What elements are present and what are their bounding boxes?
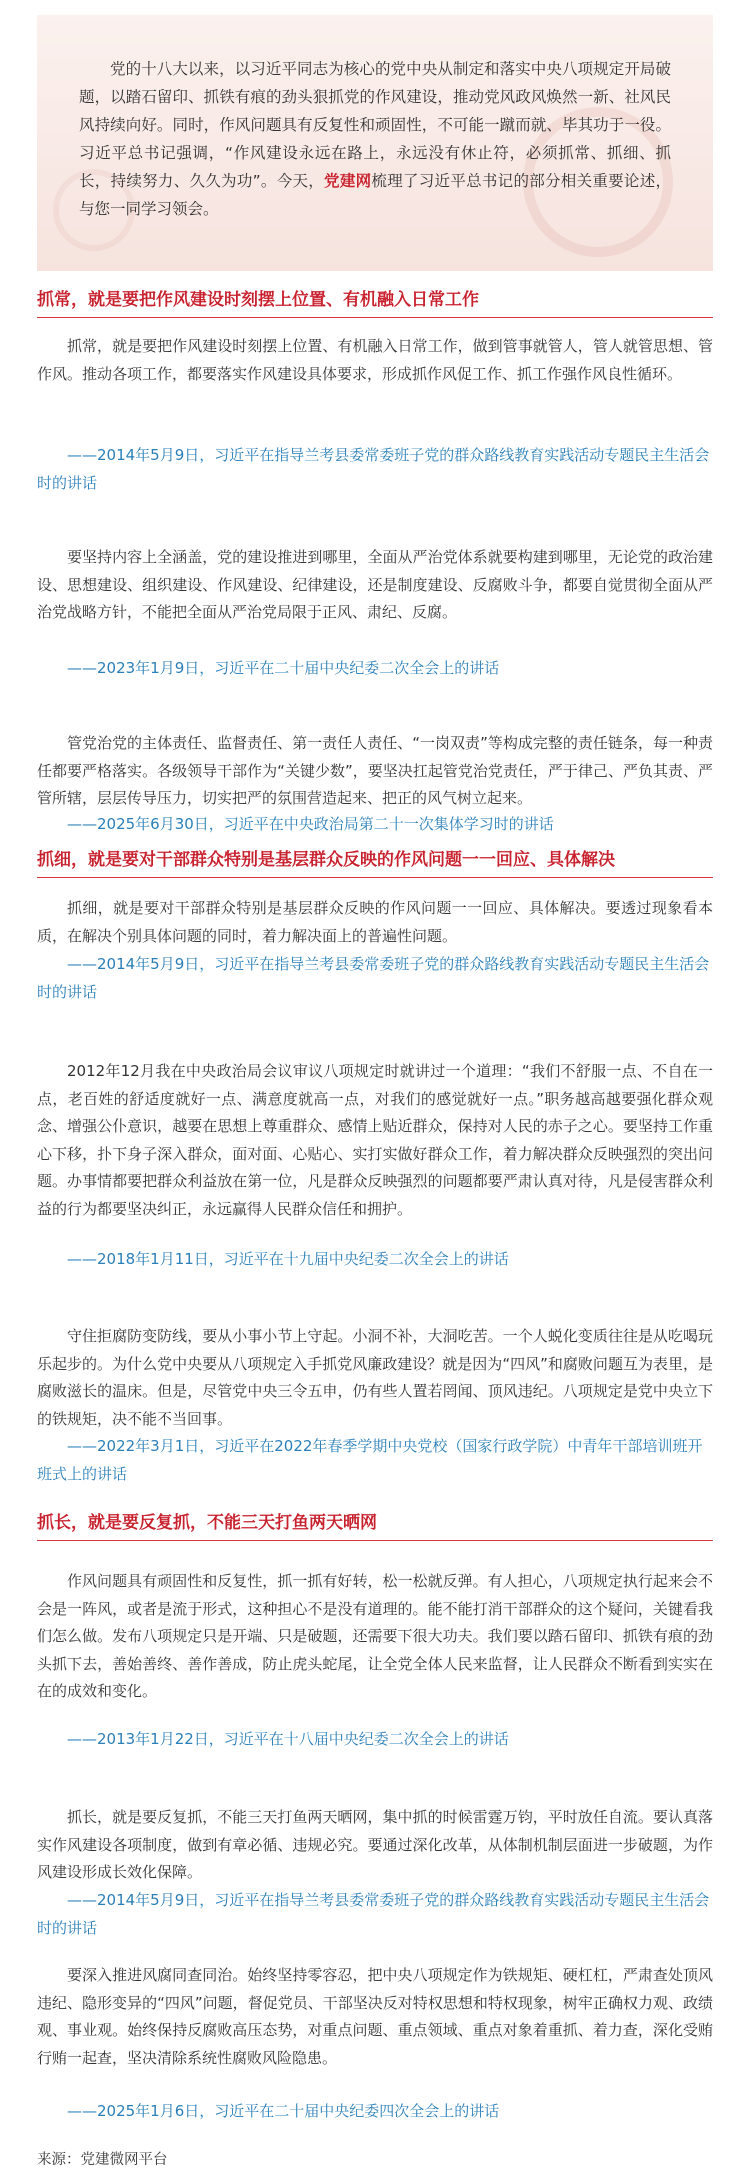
quote-citation: ——2023年1月9日，习近平在二十届中央纪委二次全会上的讲话 <box>67 659 500 677</box>
quote-paragraph: 守住拒腐防变防线，要从小事小节上守起。小洞不补，大洞吃苦。一个人蜕化变质往往是从吃喝玩乐起步的。为什么党中央要从八项规定入手抓党风廉政建设？就是因为“四风”和腐败问题互为表里，是腐败滋长的温床。但是，尽管党中央三令五申，仍有些人置若罔闻、顶风违纪。八项规定是党中央立下的铁规矩，决不能不当回事。 <box>37 1327 713 1428</box>
quote-citation: ——2025年6月30日，习近平在中央政治局第二十一次集体学习时的讲话 <box>67 815 554 833</box>
quote-citation: ——2025年1月6日，习近平在二十届中央纪委四次全会上的讲话 <box>67 2102 500 2120</box>
quote-citation: ——2022年3月1日，习近平在2022年春季学期中央党校（国家行政学院）中青年干部培训班开班式上的讲话 <box>37 1437 703 1483</box>
section-heading: 抓常，就是要把作风建设时刻摆上位置、有机融入日常工作 <box>37 287 713 318</box>
quote-paragraph: 管党治党的主体责任、监督责任、第一责任人责任、“一岗双责”等构成完整的责任链条，每一种责任都要严格落实。各级领导干部作为“关键少数”，要坚决扛起管党治党责任，严于律己、严负其责、严管所辖，层层传导压力，切实把严的氛围营造起来、把正的风气树立起来。 <box>37 734 713 807</box>
section-heading: 抓细，就是要对干部群众特别是基层群众反映的作风问题一一回应、具体解决 <box>37 847 713 878</box>
highlight-link[interactable]: 党建网 <box>324 172 372 190</box>
quote-citation: ——2014年5月9日，习近平在指导兰考县委常委班子党的群众路线教育实践活动专题民主生活会时的讲话 <box>37 955 710 1001</box>
source-line: 来源：党建微网平台 <box>37 2152 168 2168</box>
intro-paragraph: 党的十八大以来，以习近平同志为核心的党中央从制定和落实中央八项规定开局破题，以踏石留印、抓铁有痕的劲头狠抓党的作风建设，推动党风政风焕然一新、社风民风持续向好。同时，作风问题具有反复性和顽固性，不可能一蹴而就、毕其功于一役。习近平总书记强调，“作风建设永远在路上，永远没有休止符，必须抓常、抓细、抓长，持续努力、久久为功”。今天，党建网梳理了习近平总书记的部分相关重要论述，与您一同学习领会。 <box>79 60 671 218</box>
intro-box <box>37 15 713 271</box>
quote-paragraph: 要坚持内容上全涵盖，党的建设推进到哪里，全面从严治党体系就要构建到哪里，无论党的政治建设、思想建设、组织建设、作风建设、纪律建设，还是制度建设、反腐败斗争，都要自觉贯彻全面从严治党战略方针，不能把全面从严治党局限于正风、肃纪、反腐。 <box>37 548 713 621</box>
quote-paragraph: 抓细，就是要对干部群众特别是基层群众反映的作风问题一一回应、具体解决。要透过现象看本质，在解决个别具体问题的同时，着力解决面上的普遍性问题。 <box>37 899 713 945</box>
section-heading: 抓长，就是要反复抓，不能三天打鱼两天晒网 <box>37 1510 713 1541</box>
quote-citation: ——2014年5月9日，习近平在指导兰考县委常委班子党的群众路线教育实践活动专题民主生活会时的讲话 <box>37 1891 710 1937</box>
quote-paragraph: 抓常，就是要把作风建设时刻摆上位置、有机融入日常工作，做到管事就管人，管人就管思想、管作风。推动各项工作，都要落实作风建设具体要求，形成抓作风促工作、抓工作强作风良性循环。 <box>37 337 713 383</box>
quote-citation: ——2014年5月9日，习近平在指导兰考县委常委班子党的群众路线教育实践活动专题民主生活会时的讲话 <box>37 446 710 492</box>
quote-citation: ——2013年1月22日，习近平在十八届中央纪委二次全会上的讲话 <box>67 1730 509 1748</box>
quote-paragraph: 抓长，就是要反复抓，不能三天打鱼两天晒网，集中抓的时候雷霆万钧，平时放任自流。要认真落实作风建设各项制度，做到有章必循、违规必究。要通过深化改革，从体制机制层面进一步破题，为作风建设形成长效化保障。 <box>37 1808 713 1881</box>
quote-paragraph: 2012年12月我在中央政治局会议审议八项规定时就讲过一个道理：“我们不舒服一点、不自在一点，老百姓的舒适度就好一点、满意度就高一点，对我们的感觉就好一点。”职务越高越要强化群众观念、增强公仆意识，越要在思想上尊重群众、感情上贴近群众，保持对人民的赤子之心。要坚持工作重心下移，扑下身子深入群众，面对面、心贴心、实打实做好群众工作，着力解决群众反映强烈的突出问题。办事情都要把群众利益放在第一位，凡是群众反映强烈的问题都要严肃认真对待，凡是侵害群众利益的行为都要坚决纠正，永远赢得人民群众信任和拥护。 <box>37 1062 713 1218</box>
quote-paragraph: 作风问题具有顽固性和反复性，抓一抓有好转，松一松就反弹。有人担心，八项规定执行起来会不会是一阵风，或者是流于形式，这种担心不是没有道理的。能不能打消干部群众的这个疑问，关键看我们怎么做。发布八项规定只是开端、只是破题，还需要下很大功夫。我们要以踏石留印、抓铁有痕的劲头抓下去，善始善终、善作善成，防止虎头蛇尾，让全党全体人民来监督，让人民群众不断看到实实在在的成效和变化。 <box>37 1572 713 1700</box>
quote-paragraph: 要深入推进风腐同查同治。始终坚持零容忍，把中央八项规定作为铁规矩、硬杠杠，严肃查处顶风违纪、隐形变异的“四风”问题，督促党员、干部坚决反对特权思想和特权现象，树牢正确权力观、政绩观、事业观。始终保持反腐败高压态势，对重点问题、重点领域、重点对象着重抓、着力查，深化受贿行贿一起查，坚决清除系统性腐败风险隐患。 <box>37 1966 713 2067</box>
quote-citation: ——2018年1月11日，习近平在十九届中央纪委二次全会上的讲话 <box>67 1250 509 1268</box>
